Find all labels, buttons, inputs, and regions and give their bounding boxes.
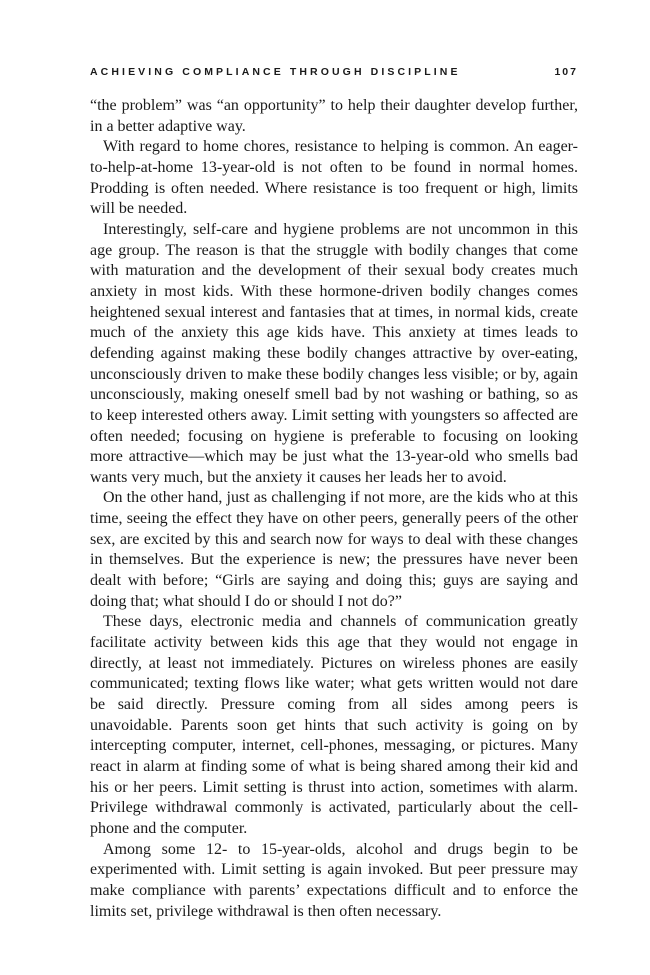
book-page (90, 66, 578, 922)
paragraph-peer-effect: On the other hand, just as challenging if not more, are the kids who at this time, seeing the effect they have on other peers, generally peers of the other sex, are excited by this and search now for ways to deal with these changes in themselves. But the experience is new; the pressures have never been dealt with before; “Girls are saying and doing this; guys are saying and doing that; what should I do or should I not do?” (90, 489, 578, 610)
paragraph-electronic-media: These days, electronic media and channels of communication greatly facilitate activity between kids this age that they would not engage in directly, at least not immediately. Pictures on wireless phones are easily communicated; texting flows like water; what gets written would not dare be said directly. Pressure coming from all sides among peers is unavoidable. Parents soon get hints that such activity is going on by intercepting computer, internet, cell-phones, messaging, or pictures. Many react in alarm at finding some of what is being shared among their kid and his or her peers. Limit setting is thrust into action, sometimes with alarm. Privilege withdrawal commonly is activated, particularly about the cell-phone and the computer. (90, 613, 578, 837)
paragraph-hygiene: Interestingly, self-care and hygiene problems are not uncommon in this age group. The reason is that the struggle with bodily changes that come with maturation and the development of their sexual body creates much anxiety in most kids. With these hormone-driven bodily changes comes heightened sexual interest and fantasies that at times, in normal kids, create much of the anxiety this age kids have. This anxiety at times leads to defending against making these bodily changes attractive by over-eating, unconsciously driven to make these bodily changes less visible; or by, again unconsciously, making oneself smell bad by not washing or bathing, so as to keep interested others away. Limit setting with youngsters so affected are often needed; focusing on hygiene is preferable to focusing on looking more attractive—which may be just what the 13-year-old who smells bad wants very much, but the anxiety it causes her leads her to avoid. (90, 220, 578, 486)
paragraph-home-chores: With regard to home chores, resistance to helping is common. An eager-to-help-at-home 13-year-old is not often to be found in normal homes. Prodding is often needed. Where resistance is too frequent or high, limits will be needed. (90, 138, 578, 218)
running-title: ACHIEVING COMPLIANCE THROUGH DISCIPLINE (90, 66, 461, 78)
body-text (90, 96, 578, 922)
paragraph-alcohol-drugs: Among some 12- to 15-year-olds, alcohol and drugs begin to be experimented with. Limit setting is again invoked. But peer pressure may make compliance with parents’ expectations difficult and to enforce the limits set, privilege withdrawal is then often necessary. (90, 840, 578, 920)
page-number: 107 (554, 66, 578, 78)
paragraph-continued: “the problem” was “an opportunity” to help their daughter develop further, in a better adaptive way. (90, 97, 578, 135)
running-head (90, 66, 578, 86)
